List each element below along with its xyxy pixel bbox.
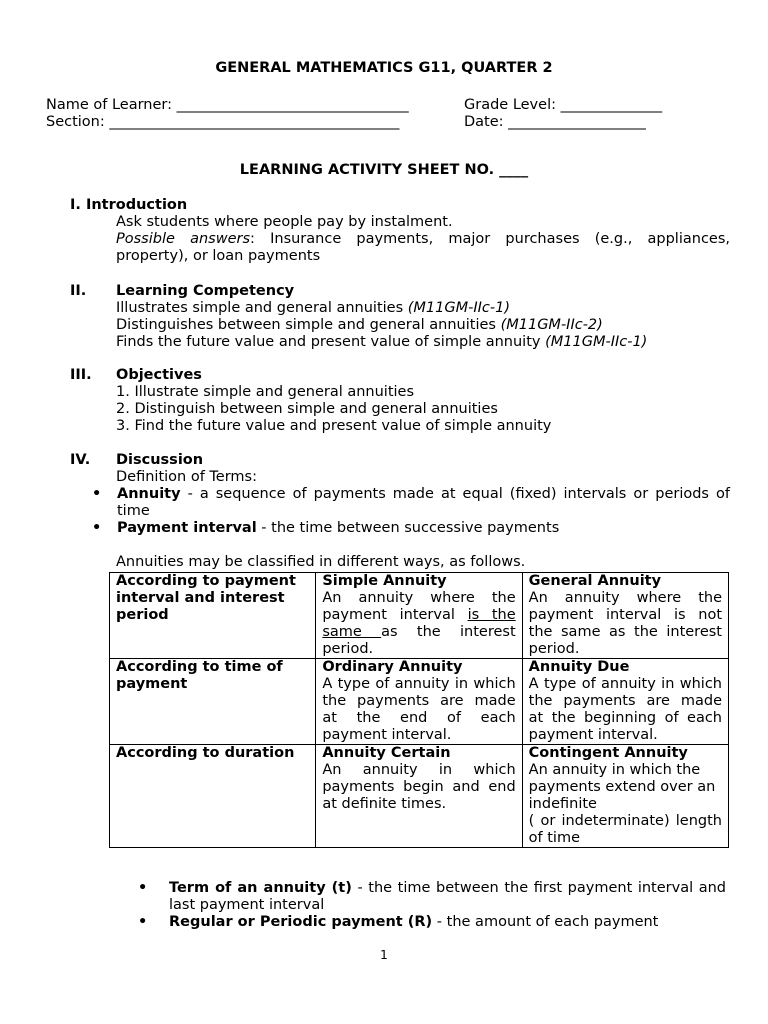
- type-cell: [316, 573, 522, 659]
- annuity-type-desc: An annuity where the payment interval is not the same as the interest period.: [528, 590, 722, 657]
- annuity-type-title: Ordinary Annuity: [322, 659, 463, 675]
- more-terms-section: [116, 880, 726, 931]
- document-title: GENERAL MATHEMATICS G11, QUARTER 2: [215, 60, 553, 76]
- objective-item: 3. Find the future value and present value of simple annuity: [116, 418, 552, 434]
- term-name: Payment interval: [117, 520, 257, 536]
- possible-answers-text: : Insurance payments, major purchases (e.g., appliances, property), or loan payments: [116, 231, 731, 264]
- definition-label: Definition of Terms:: [116, 469, 257, 485]
- objectives-heading: Objectives: [116, 367, 202, 383]
- annuity-type-desc: An annuity where the payment interval is the same as the interest period.: [322, 590, 516, 657]
- annuity-type-desc: A type of annuity in which the payments are made at the beginning of each payment interval.: [528, 676, 722, 743]
- term-item: • Term of an annuity (t) - the time between the first payment interval and last payment interval: [116, 880, 726, 914]
- sheet-title: LEARNING ACTIVITY SHEET NO. ____: [239, 162, 529, 178]
- objectives-number: III.: [70, 367, 92, 383]
- objective-item: 1. Illustrate simple and general annuities: [116, 384, 415, 400]
- criterion-cell: According to payment interval and interest period: [110, 573, 316, 659]
- type-cell: [522, 573, 728, 659]
- terms-list: [70, 486, 730, 537]
- term-name: Annuity: [117, 486, 181, 502]
- type-cell: [522, 659, 728, 745]
- annuity-type-desc: An annuity in which payments begin and end at definite times.: [322, 762, 516, 812]
- term-item: • Regular or Periodic payment (R) - the amount of each payment: [116, 914, 726, 931]
- annuity-classification-table: [109, 572, 729, 848]
- competency-code: (M11GM-IIc-1): [545, 334, 648, 350]
- learner-row: [46, 96, 746, 114]
- competency-heading: Learning Competency: [116, 283, 295, 299]
- page-number: 1: [380, 948, 388, 962]
- more-terms-list: [116, 880, 726, 931]
- introduction-heading: I. Introduction: [70, 197, 188, 213]
- competency-number: II.: [70, 283, 87, 299]
- table-row: [110, 573, 729, 659]
- competency-item: Finds the future value and present value of simple annuity (M11GM-IIc-1): [116, 334, 648, 350]
- annuity-type-desc: An annuity in which the payments extend over an indefinite: [528, 762, 716, 812]
- criterion-cell: According to time of payment: [110, 659, 316, 745]
- term-item: • Annuity - a sequence of payments made at equal (fixed) intervals or periods of time: [70, 486, 730, 520]
- type-cell: [316, 745, 522, 848]
- name-of-learner-field[interactable]: Name of Learner: ________________________________: [46, 97, 409, 113]
- possible-answers: [116, 231, 730, 265]
- introduction-line: Ask students where people pay by instalment.: [116, 214, 453, 230]
- term-name: Term of an annuity (t): [169, 880, 352, 896]
- introduction-section: [70, 197, 730, 265]
- date-field[interactable]: Date: ___________________: [464, 114, 646, 130]
- possible-answers-label: Possible answers: [116, 231, 251, 247]
- annuity-type-desc: A type of annuity in which the payments are made at the end of each payment interval.: [322, 676, 516, 743]
- annuity-type-title: Annuity Due: [528, 659, 630, 675]
- competency-section: [70, 283, 730, 351]
- discussion-heading: Discussion: [116, 452, 204, 468]
- classified-text: Annuities may be classified in different ways, as follows.: [116, 554, 526, 570]
- section-row: [46, 113, 746, 131]
- term-item: • Payment interval - the time between successive payments: [70, 520, 730, 537]
- grade-level-field[interactable]: Grade Level: ______________: [464, 97, 663, 113]
- section-field[interactable]: Section: ________________________________________: [46, 114, 400, 130]
- table-row: [110, 745, 729, 848]
- competency-code: (M11GM-IIc-2): [500, 317, 603, 333]
- criterion-cell: According to duration: [110, 745, 316, 848]
- discussion-number: IV.: [70, 452, 91, 468]
- competency-item: Illustrates simple and general annuities (M11GM-IIc-1): [116, 300, 510, 316]
- annuity-type-title: General Annuity: [528, 573, 662, 589]
- type-cell: [316, 659, 522, 745]
- annuity-type-title: Simple Annuity: [322, 573, 447, 589]
- type-cell: [522, 745, 728, 848]
- discussion-section: [70, 452, 730, 571]
- annuity-type-title: Contingent Annuity: [528, 745, 688, 761]
- competency-item: Distinguishes between simple and general annuities (M11GM-IIc-2): [116, 317, 603, 333]
- term-name: Regular or Periodic payment (R): [169, 914, 433, 930]
- underlined-phrase: is the same: [322, 607, 516, 640]
- table-row: [110, 659, 729, 745]
- annuity-type-desc: ( or indeterminate) length of time: [528, 813, 722, 846]
- objectives-section: [70, 367, 730, 435]
- annuity-type-title: Annuity Certain: [322, 745, 451, 761]
- objective-item: 2. Distinguish between simple and general annuities: [116, 401, 498, 417]
- competency-code: (M11GM-IIc-1): [407, 300, 510, 316]
